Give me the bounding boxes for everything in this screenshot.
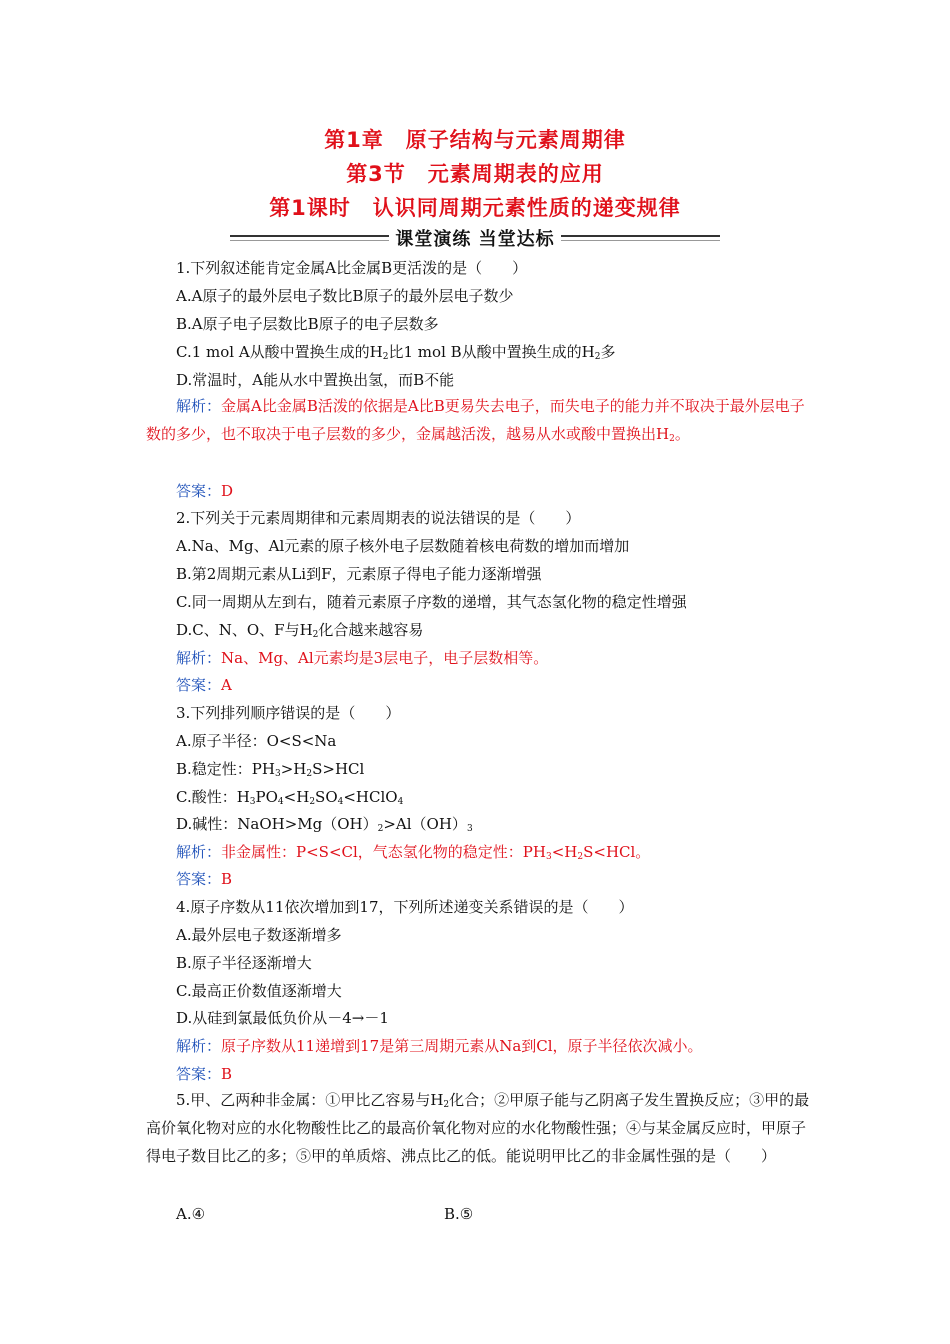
q1-option-d: D.常温时，A能从水中置换出氢，而B不能 <box>176 371 455 389</box>
q2-option-c: C.同一周期从左到右，随着元素原子序数的递增，其气态氢化物的稳定性增强 <box>176 593 687 611</box>
q5-option-b: B.⑤ <box>444 1205 474 1223</box>
banner-text: 课堂演练 当堂达标 <box>395 229 555 250</box>
banner-rule-right <box>561 235 720 241</box>
q1-option-a: A.A原子的最外层电子数比B原子的最外层电子数少 <box>176 287 514 305</box>
q3-option-d: D.碱性：$NaOH>Mg(OH)_2>Al(OH)_3$ <box>176 815 473 834</box>
q1-stem: 1.下列叙述能肯定金属A比金属B更活泼的是（ ） <box>176 259 528 277</box>
q4-option-d: D.从硅到氯最低负价从－4→－1 <box>176 1009 389 1027</box>
q2-option-b: B.第2周期元素从Li到F，元素原子得电子能力逐渐增强 <box>176 565 542 583</box>
q3-answer: 答案：B <box>176 870 233 888</box>
q3-analysis: 解析：非金属性：P<S<Cl，气态氢化物的稳定性：$PH_3<H_2S<HCl$。 <box>176 843 651 862</box>
q4-analysis: 解析：原子序数从11递增到17是第三周期元素从Na到Cl，原子半径依次减小。 <box>176 1037 703 1055</box>
q1-option-b: B.A原子电子层数比B原子的电子层数多 <box>176 315 439 333</box>
section-title: 第3节 元素周期表的应用 <box>346 162 604 186</box>
lesson-title: 第1课时 认识同周期元素性质的递变规律 <box>269 196 681 220</box>
q3-option-a: A.原子半径：O<S<Na <box>176 732 337 750</box>
q4-stem: 4.原子序数从11依次增加到17，下列所述递变关系错误的是（ ） <box>176 898 634 916</box>
q3-option-b: B.稳定性：$PH_3>H_2S>HCl$ <box>176 760 365 779</box>
q5-option-a: A.④ <box>176 1205 206 1223</box>
q3-option-c: C.酸性：$H_3PO_4<H_2SO_4<HClO_4$ <box>176 788 404 807</box>
q4-answer: 答案：B <box>176 1065 233 1083</box>
q2-stem: 2.下列关于元素周期律和元素周期表的说法错误的是（ ） <box>176 509 581 527</box>
q5-stem: 5.甲、乙两种非金属：①甲比乙容易与$H_2$化合；②甲原子能与乙阴离子发生置换反应；③甲的最高价氧化物对应的水化物酸性比乙的最高价氧化物对应的水化物酸性强；④与某金属反应时，甲原子得电子数目比乙的多；⑤甲的单质熔、沸点比乙的低。能说明甲比乙的非金属性强的是（ ） <box>146 1091 810 1165</box>
q3-stem: 3.下列排列顺序错误的是（ ） <box>176 704 401 722</box>
q2-option-d: D.C、N、O、F与$H_2$化合越来越容易 <box>176 621 424 640</box>
q1-option-c: C.1 mol A从酸中置换生成的$H_2$比1 mol B从酸中置换生成的$H_2$多 <box>176 343 616 362</box>
section-banner <box>230 227 720 249</box>
q1-analysis: 解析：金属A比金属B活泼的依据是A比B更易失去电子，而失电子的能力并不取决于最外层电子数的多少，也不取决于电子层数的多少，金属越活泼，越易从水或酸中置换出$H_2$。 <box>146 397 805 444</box>
chapter-title: 第1章 原子结构与元素周期律 <box>324 128 626 152</box>
q1-answer: 答案：D <box>176 482 234 500</box>
q4-option-c: C.最高正价数值逐渐增大 <box>176 982 342 1000</box>
q4-option-a: A.最外层电子数逐渐增多 <box>176 926 342 944</box>
q2-option-a: A.Na、Mg、Al元素的原子核外电子层数随着核电荷数的增加而增加 <box>176 537 630 555</box>
q4-option-b: B.原子半径逐渐增大 <box>176 954 312 972</box>
q2-answer: 答案：A <box>176 676 232 694</box>
q2-analysis: 解析：Na、Mg、Al元素均是3层电子，电子层数相等。 <box>176 649 549 667</box>
banner-rule-left <box>230 235 389 241</box>
